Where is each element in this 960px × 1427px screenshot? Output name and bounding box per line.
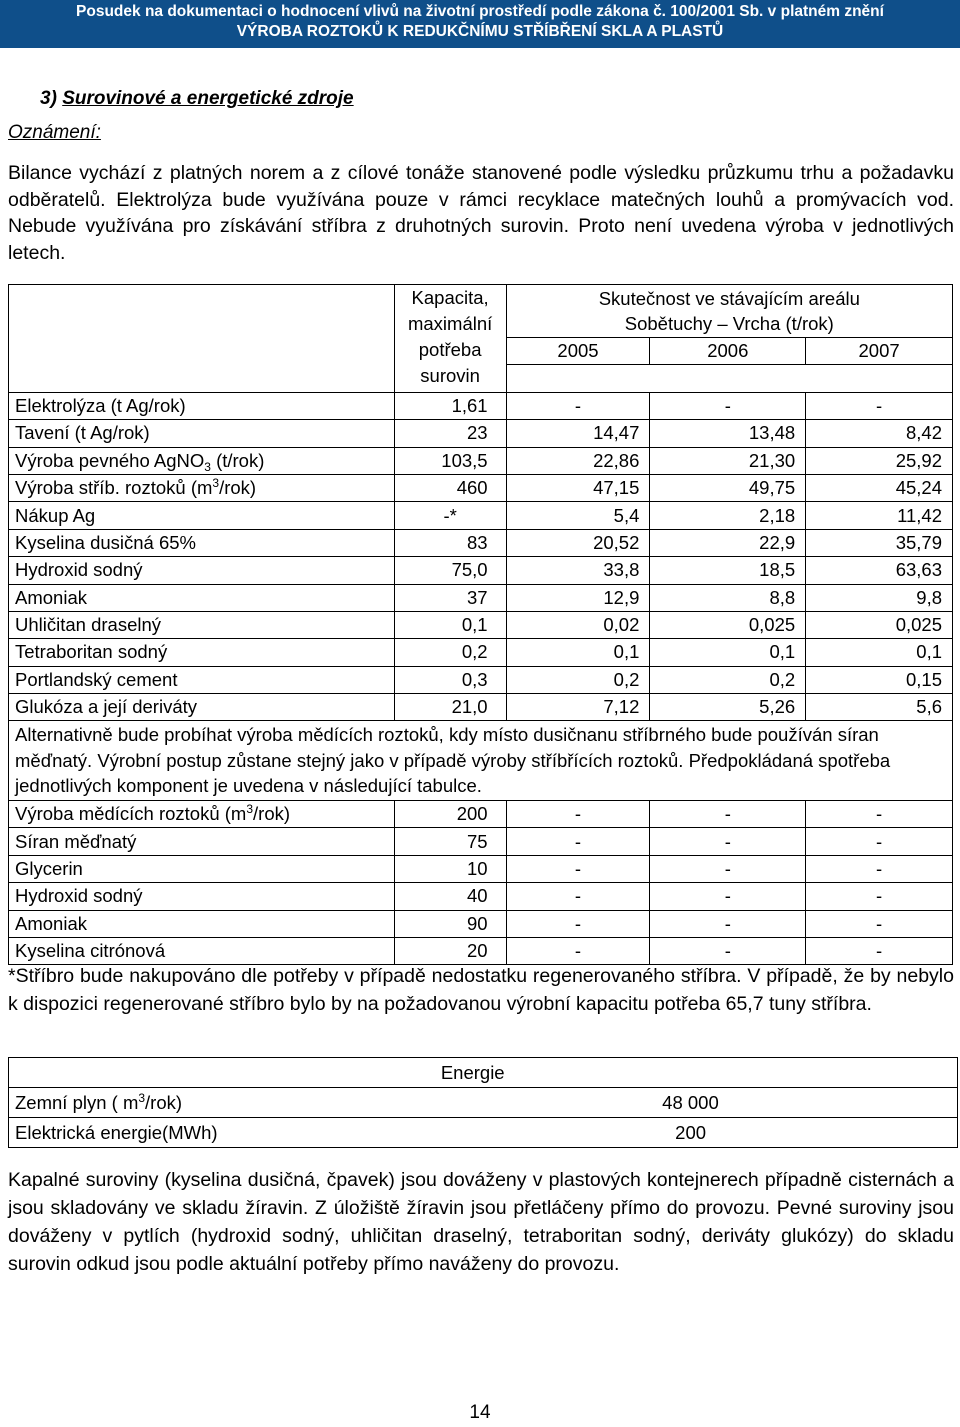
cell-y2005: - <box>506 910 650 937</box>
table-row <box>9 694 953 721</box>
cell-y2007: - <box>806 392 953 419</box>
header-actual-line: Skutečnost ve stávajícím areálu <box>598 288 860 309</box>
cell-y2007: 35,79 <box>806 529 953 556</box>
cell-y2006: 0,025 <box>650 611 806 638</box>
row-label: Portlandský cement <box>9 666 395 693</box>
row-label <box>9 447 395 474</box>
table-row <box>9 937 953 964</box>
cell-y2006: - <box>650 910 806 937</box>
cell-y2005: - <box>506 937 650 964</box>
table-row <box>9 447 953 474</box>
year-2006: 2006 <box>650 338 806 365</box>
cell-y2007: - <box>806 800 953 827</box>
row-label: Tetraboritan sodný <box>9 639 395 666</box>
cell-cap: 40 <box>394 883 506 910</box>
closing-paragraph: Kapalné suroviny (kyselina dusičná, čpavek) jsou dováženy v plastových kontejnerech případně cisternách a jsou skladovány ve skladu žíravin. Z úložiště žíravin jsou přetláčeny přímo do provozu. Pevné suroviny jsou dováženy v pytlích (hydroxid sodný, uhličitan draselný, tetraboritan sodný, deriváty glukózy) do skladu surovin odkud jsou podle aktuální potřeby přímo naváženy do provozu. <box>8 1169 954 1275</box>
cell-y2005: - <box>506 800 650 827</box>
row-label: Kyselina dusičná 65% <box>9 529 395 556</box>
row-label: Glycerin <box>9 855 395 882</box>
table-row <box>9 529 953 556</box>
table-row <box>9 611 953 638</box>
spacer-cell <box>9 365 395 392</box>
cell-y2005: - <box>506 855 650 882</box>
note-row <box>9 721 953 801</box>
row-label-text: /rok) <box>253 803 291 825</box>
cell-y2006: - <box>650 937 806 964</box>
header-capacity-line: Kapacita, <box>411 287 489 308</box>
cell-cap: 20 <box>394 937 506 964</box>
header-actual <box>506 285 952 338</box>
energy-table <box>8 1057 958 1148</box>
cell-y2007: 45,24 <box>806 474 953 501</box>
cell-cap: 90 <box>394 910 506 937</box>
row-label: Tavení (t Ag/rok) <box>9 420 395 447</box>
section-title: Surovinové a energetické zdroje <box>62 88 354 109</box>
row-label: Glukóza a její deriváty <box>9 694 395 721</box>
row-label: Nákup Ag <box>9 502 395 529</box>
cell-cap: 0,3 <box>394 666 506 693</box>
row-label <box>9 800 395 827</box>
cell-y2007: 63,63 <box>806 557 953 584</box>
cell-y2007: 8,42 <box>806 420 953 447</box>
cell-y2007: - <box>806 937 953 964</box>
table-body-2 <box>9 800 953 964</box>
alternative-note: Alternativně bude probíhat výroba mědících roztoků, kdy místo dusičnanu stříbrného bude používán síran měďnatý. Výrobní postup zůstane stejný jako v případě výroby stříbřících roztoků. Předpokládaná spotřeba jednotlivých komponent je uvedena v následující tabulce. <box>9 721 953 801</box>
cell-y2007: 5,6 <box>806 694 953 721</box>
cell-cap: 460 <box>394 474 506 501</box>
row-label-text: Výroba mědících roztoků (m <box>15 803 247 825</box>
table-row <box>9 855 953 882</box>
row-label: Amoniak <box>9 910 395 937</box>
cell-y2005: 20,52 <box>506 529 650 556</box>
cell-cap: 200 <box>394 800 506 827</box>
oznameni-label: Oznámení: <box>8 122 101 143</box>
table-row <box>9 420 953 447</box>
table-row <box>9 828 953 855</box>
cell-cap: 83 <box>394 529 506 556</box>
table-row <box>9 502 953 529</box>
energy-header-row <box>9 1058 958 1088</box>
table-row <box>9 800 953 827</box>
cell-y2006: 2,18 <box>650 502 806 529</box>
energy-row <box>9 1118 958 1148</box>
row-label-text: /rok) <box>219 477 257 499</box>
year-2005: 2005 <box>506 338 650 365</box>
cell-cap: -* <box>394 502 506 529</box>
cell-y2005: - <box>506 828 650 855</box>
cell-y2005: - <box>506 392 650 419</box>
energy-empty-cell <box>9 1058 331 1088</box>
year-2007: 2007 <box>806 338 953 365</box>
header-capacity-line: surovin <box>420 365 480 386</box>
cell-y2005: 0,1 <box>506 639 650 666</box>
energy-value-electric: 200 <box>657 1118 957 1148</box>
spacer-cell <box>506 365 952 392</box>
cell-cap: 0,2 <box>394 639 506 666</box>
cell-y2007: - <box>806 828 953 855</box>
cell-y2007: 9,8 <box>806 584 953 611</box>
cell-y2005: 12,9 <box>506 584 650 611</box>
cell-y2007: 0,15 <box>806 666 953 693</box>
cell-y2005: 0,02 <box>506 611 650 638</box>
table-row <box>9 883 953 910</box>
row-label: Hydroxid sodný <box>9 883 395 910</box>
row-label-script: 3 <box>204 459 211 474</box>
cell-y2006: 0,1 <box>650 639 806 666</box>
cell-cap: 10 <box>394 855 506 882</box>
cell-cap: 75 <box>394 828 506 855</box>
energy-label-text: Zemní plyn ( m <box>15 1091 139 1113</box>
table-row <box>9 557 953 584</box>
cell-y2006: 49,75 <box>650 474 806 501</box>
row-label-script: 3 <box>212 476 220 491</box>
cell-y2007: - <box>806 855 953 882</box>
energy-label-sup: 3 <box>138 1090 146 1105</box>
document-header <box>0 0 960 48</box>
cell-cap: 1,61 <box>394 392 506 419</box>
cell-y2006: - <box>650 392 806 419</box>
header-capacity <box>394 285 506 393</box>
page-number: 14 <box>469 1402 491 1423</box>
cell-y2006: 18,5 <box>650 557 806 584</box>
header-line-1: Posudek na dokumentaci o hodnocení vlivů na životní prostředí podle zákona č. 100/2001 Sb. v platném znění <box>76 3 884 20</box>
table-row <box>9 584 953 611</box>
row-label-text: (t/rok) <box>210 449 265 471</box>
cell-y2006: 13,48 <box>650 420 806 447</box>
cell-y2007: 11,42 <box>806 502 953 529</box>
table-row <box>9 639 953 666</box>
header-line-2: VÝROBA ROZTOKŮ K REDUKČNÍMU STŘÍBŘENÍ SKLA A PLASTŮ <box>236 23 724 40</box>
cell-y2006: - <box>650 800 806 827</box>
row-label: Hydroxid sodný <box>9 557 395 584</box>
row-label: Uhličitan draselný <box>9 611 395 638</box>
cell-y2005: - <box>506 883 650 910</box>
cell-y2006: 21,30 <box>650 447 806 474</box>
cell-y2007: - <box>806 883 953 910</box>
cell-y2005: 7,12 <box>506 694 650 721</box>
intro-paragraph: Bilance vychází z platných norem a z cílové tonáže stanovené podle výsledku průzkumu trhu a požadavku odběratelů. Elektrolýza bude využívána pouze v rámci recyklace matečných louhů a promývacích vod. Nebude využívána pro získávání stříbra z druhotných surovin. Proto není uvedena výroba v jednotlivých letech. <box>8 162 954 264</box>
table-body <box>9 392 953 721</box>
cell-cap: 75,0 <box>394 557 506 584</box>
row-label: Síran měďnatý <box>9 828 395 855</box>
energy-label-electric: Elektrická energie(MWh) <box>9 1118 658 1148</box>
header-capacity-line: potřeba <box>418 339 482 360</box>
table-row <box>9 392 953 419</box>
cell-y2006: 5,26 <box>650 694 806 721</box>
cell-y2006: - <box>650 883 806 910</box>
cell-y2005: 33,8 <box>506 557 650 584</box>
cell-y2006: 8,8 <box>650 584 806 611</box>
row-label: Amoniak <box>9 584 395 611</box>
energy-row <box>9 1088 958 1118</box>
energy-title: Energie <box>331 1058 958 1088</box>
cell-y2007: 0,025 <box>806 611 953 638</box>
table-row <box>9 666 953 693</box>
cell-y2006: 22,9 <box>650 529 806 556</box>
cell-cap: 23 <box>394 420 506 447</box>
header-actual-line: Sobětuchy – Vrcha (t/rok) <box>624 313 834 334</box>
cell-cap: 37 <box>394 584 506 611</box>
energy-label-text: /rok) <box>145 1091 183 1113</box>
cell-y2005: 22,86 <box>506 447 650 474</box>
row-label-script: 3 <box>246 802 254 817</box>
cell-y2007: 25,92 <box>806 447 953 474</box>
cell-y2005: 47,15 <box>506 474 650 501</box>
cell-y2005: 5,4 <box>506 502 650 529</box>
footnote: *Stříbro bude nakupováno dle potřeby v případě nedostatku regenerovaného stříbra. V případě, že by nebylo k dispozici regenerované stříbro bylo by na požadovanou výrobní kapacitu potřeba 65,7 tuny stříbra. <box>8 965 954 1015</box>
section-heading <box>40 88 354 110</box>
section-number: 3) <box>40 88 57 109</box>
raw-materials-table <box>8 284 953 965</box>
table-header-row <box>9 285 953 338</box>
table-row <box>9 910 953 937</box>
row-label: Elektrolýza (t Ag/rok) <box>9 392 395 419</box>
row-label: Kyselina citrónová <box>9 937 395 964</box>
cell-y2006: 0,2 <box>650 666 806 693</box>
cell-cap: 0,1 <box>394 611 506 638</box>
cell-y2005: 14,47 <box>506 420 650 447</box>
row-label <box>9 474 395 501</box>
cell-y2005: 0,2 <box>506 666 650 693</box>
cell-y2006: - <box>650 855 806 882</box>
cell-cap: 103,5 <box>394 447 506 474</box>
row-label-text: Výroba pevného AgNO <box>15 449 205 471</box>
cell-cap: 21,0 <box>394 694 506 721</box>
energy-label-gas <box>9 1088 658 1118</box>
cell-y2006: - <box>650 828 806 855</box>
header-empty-cell <box>9 285 395 365</box>
row-label-text: Výroba stříb. roztoků (m <box>15 477 213 499</box>
header-capacity-line: maximální <box>407 313 493 334</box>
table-row <box>9 474 953 501</box>
cell-y2007: - <box>806 910 953 937</box>
cell-y2007: 0,1 <box>806 639 953 666</box>
energy-value-gas: 48 000 <box>657 1088 957 1118</box>
